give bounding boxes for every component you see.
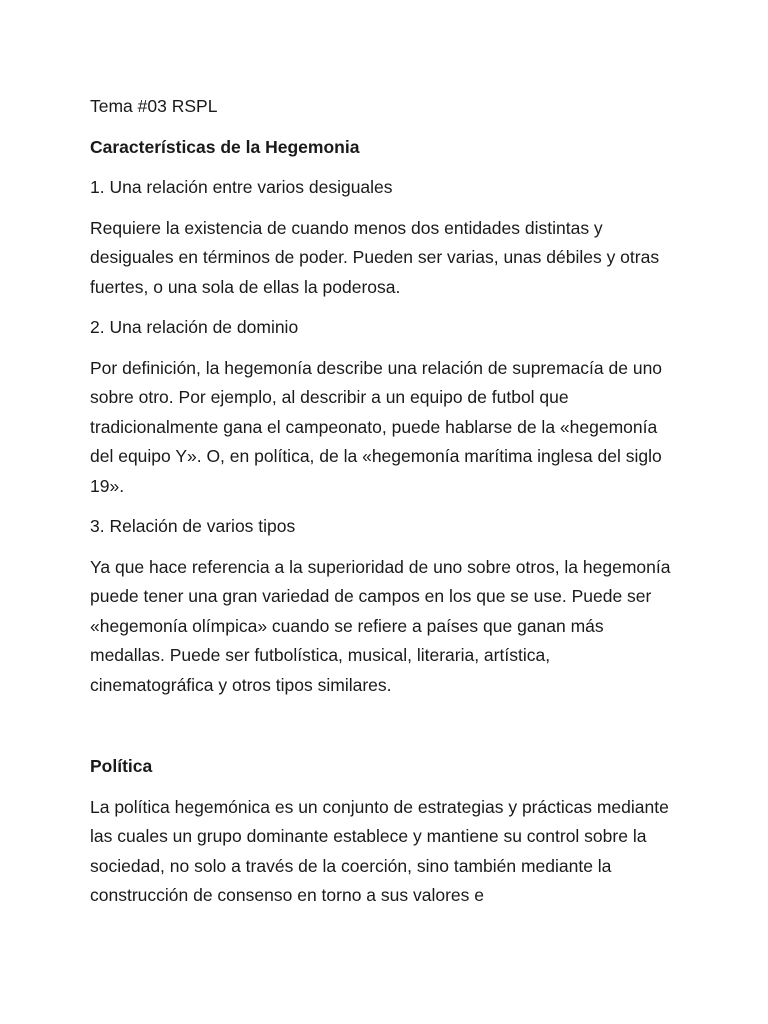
item-2-title: 2. Una relación de dominio (90, 317, 299, 337)
item-1-paragraph: Requiere la existencia de cuando menos dos entidades distintas y desiguales en términos de poder. Pueden ser varias, unas débiles y otras fuertes, o una sola de ellas la poderosa. (90, 217, 660, 297)
section-heading-characteristics: Características de la Hegemonia (90, 136, 360, 157)
empty-line (90, 711, 672, 741)
item-2-paragraph: Por definición, la hegemonía describe una relación de supremacía de uno sobre otro. Por ejemplo, al describir a un equipo de futbol que tradicionalmente gana el campeonato, puede hablarse de la «hegemonía del equipo Y». O, en política, de la «hegemonía marítima inglesa del siglo 19». (90, 357, 663, 496)
item-3-title: 3. Relación de varios tipos (90, 516, 296, 536)
item-3-paragraph: Ya que hace referencia a la superioridad de uno sobre otros, la hegemonía puede tener una gran variedad de campos en los que se use. Puede ser «hegemonía olímpica» cuando se refiere a países que ganan más medallas. Puede ser futbolística, musical, literaria, artística, cinematográfica y otros tipos similares. (90, 556, 671, 695)
politica-paragraph: La política hegemónica es un conjunto de estrategias y prácticas mediante las cuales un grupo dominante establece y mantiene su control sobre la sociedad, no solo a través de la coerción, sino también mediante la construcción de consenso en torno a sus valores e (90, 796, 669, 905)
item-1-title: 1. Una relación entre varios desiguales (90, 177, 393, 197)
topic-line: Tema #03 RSPL (90, 96, 218, 116)
section-heading-politica: Política (90, 756, 153, 776)
